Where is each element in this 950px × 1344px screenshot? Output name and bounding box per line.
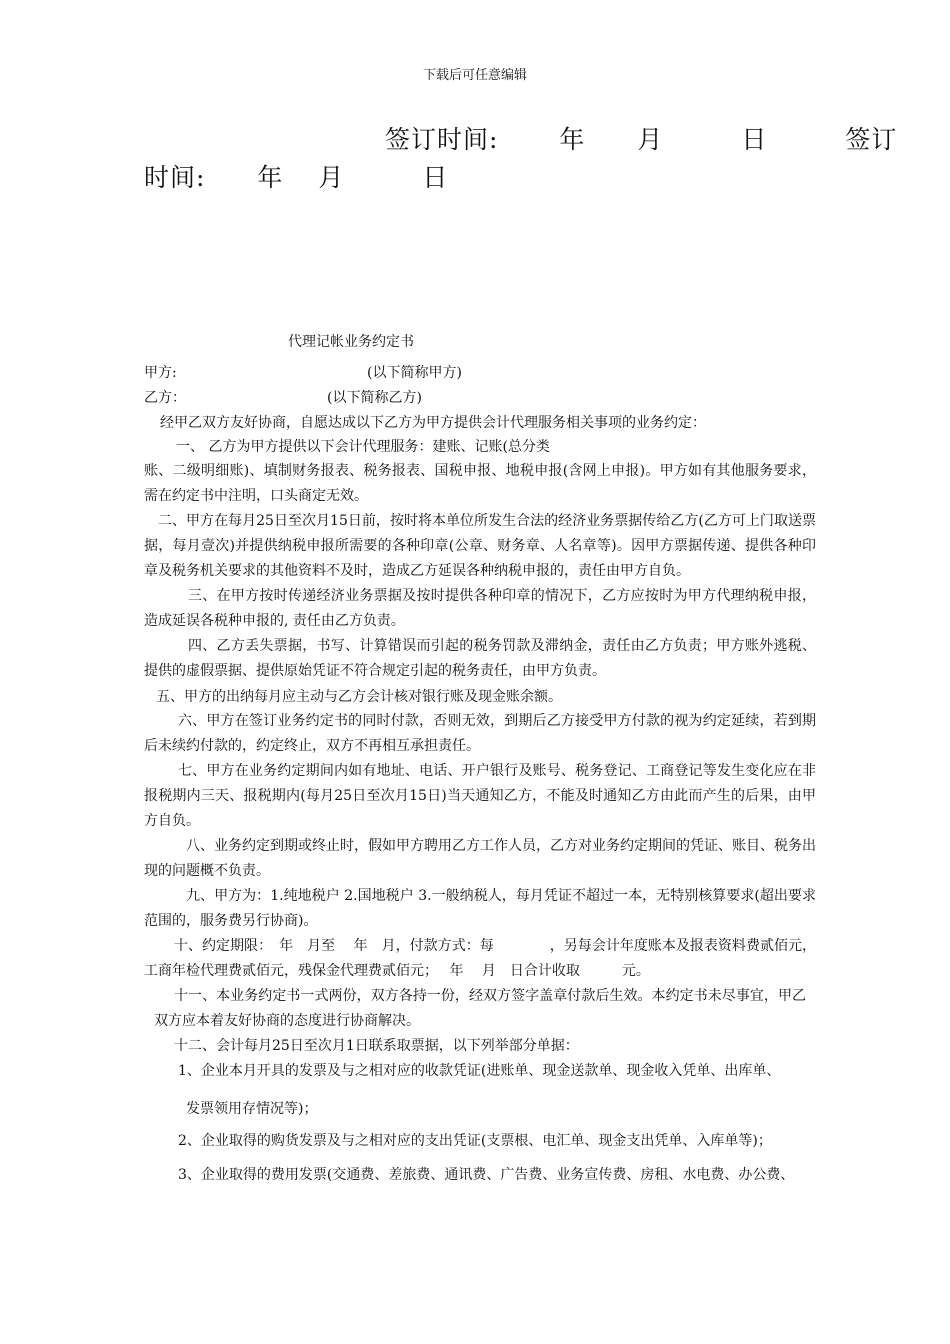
list-item-2: 2、企业取得的购货发票及与之相对应的支出凭证(支票根、电汇单、现金支出凭单、入库单等)； [178, 1133, 772, 1149]
clause-4: 四、乙方丢失票据，书写、计算错误而引起的税务罚款及滞纳金，责任由乙方负责；甲方账外逃税、提供的虚假票据、提供原始凭证不符合规定引起的税务责任，由甲方负责。 [144, 638, 816, 679]
party-b-note: (以下简称乙方) [327, 390, 422, 406]
party-a-label: 甲方: [144, 365, 177, 381]
page-header-note: 下载后可任意编辑 [422, 68, 527, 83]
intro-paragraph: 经甲乙双方友好协商，自愿达成以下乙方为甲方提供会计代理服务相关事项的业务约定： [160, 415, 706, 431]
party-b-label: 乙方： [144, 390, 186, 406]
clause-11: 十一、本业务约定书一式两份，双方各持一份，经双方签字盖章付款后生效。本约定书未尽事宜，甲乙双方应本着友好协商的态度进行协商解决。 [154, 988, 806, 1029]
clause-9: 九、甲方为：1.纯地税户 2.国地税户 3.一般纳税人，每月凭证不超过一本，无特别核算要求(超出要求范围的，服务费另行协商)。 [144, 888, 816, 929]
sign-time-line2: 时间: 年 月 日 [144, 163, 449, 192]
list-item-1-line2: 发票领用存情况等)； [186, 1101, 318, 1117]
clause-3: 三、在甲方按时传递经济业务票据及按时提供各种印章的情况下，乙方应按时为甲方代理纳税申报，造成延误各税种申报的, 责任由乙方负责。 [144, 588, 816, 629]
clause-2: 二、甲方在每月25日至次月15日前，按时将本单位所发生合法的经济业务票据传给乙方(乙方可上门取送票据，每月壹次)并提供纳税申报所需要的各种印章(公章、财务章、人名章等)。因甲方票据传递、提供各种印章及税务机关要求的其他资料不及时，造成乙方延误各种纳税申报的，责任由甲方自负。 [144, 513, 816, 579]
clause-12: 十二、会计每月25日至次月1日联系取票据，以下列举部分单据： [174, 1038, 579, 1054]
clause-6: 六、甲方在签订业务约定书的同时付款，否则无效，到期后乙方接受甲方付款的视为约定延续，若到期后未续约付款的，约定终止，双方不再相互承担责任。 [144, 713, 816, 754]
document-title: 代理记帐业务约定书 [288, 334, 414, 350]
clause-1-rest: 账、二级明细账)、填制财务报表、税务报表、国税申报、地税申报(含网上申报)。甲方如有其他服务要求，需在约定书中注明，口头商定无效。 [144, 463, 816, 504]
clause-10: 十、约定期限： 年 月至 年 月，付款方式：每 ，另每会计年度账本及报表资料费贰佰元，工商年检代理费贰佰元，残保金代理费贰佰元； 年 月 日合计收取 元。 [144, 938, 816, 979]
clause-5: 五、甲方的出纳每月应主动与乙方会计核对银行账及现金账余额。 [156, 689, 562, 705]
party-a-note: (以下简称甲方) [367, 365, 462, 381]
sign-time-line1: 签订时间: 年 月 日 签订 [385, 125, 898, 154]
clause-7: 七、甲方在业务约定期间内如有地址、电话、开户银行及账号、税务登记、工商登记等发生变化应在非报税期内三天、报税期内(每月25日至次月15日)当天通知乙方，不能及时通知乙方由此而产生的后果，由甲方自负。 [144, 763, 816, 829]
list-item-3: 3、企业取得的费用发票(交通费、差旅费、通讯费、广告费、业务宣传费、房租、水电费、办公费、 [178, 1167, 795, 1183]
clause-8: 八、业务约定到期或终止时，假如甲方聘用乙方工作人员，乙方对业务约定期间的凭证、账目、税务出现的问题概不负责。 [144, 838, 816, 879]
list-item-1-line1: 1、企业本月开具的发票及与之相对应的收款凭证(进账单、现金送款单、现金收入凭单、出库单、 [178, 1063, 781, 1079]
clause-1-line1: 一、 乙方为甲方提供以下会计代理服务：建账、记账(总分类 [176, 439, 550, 455]
